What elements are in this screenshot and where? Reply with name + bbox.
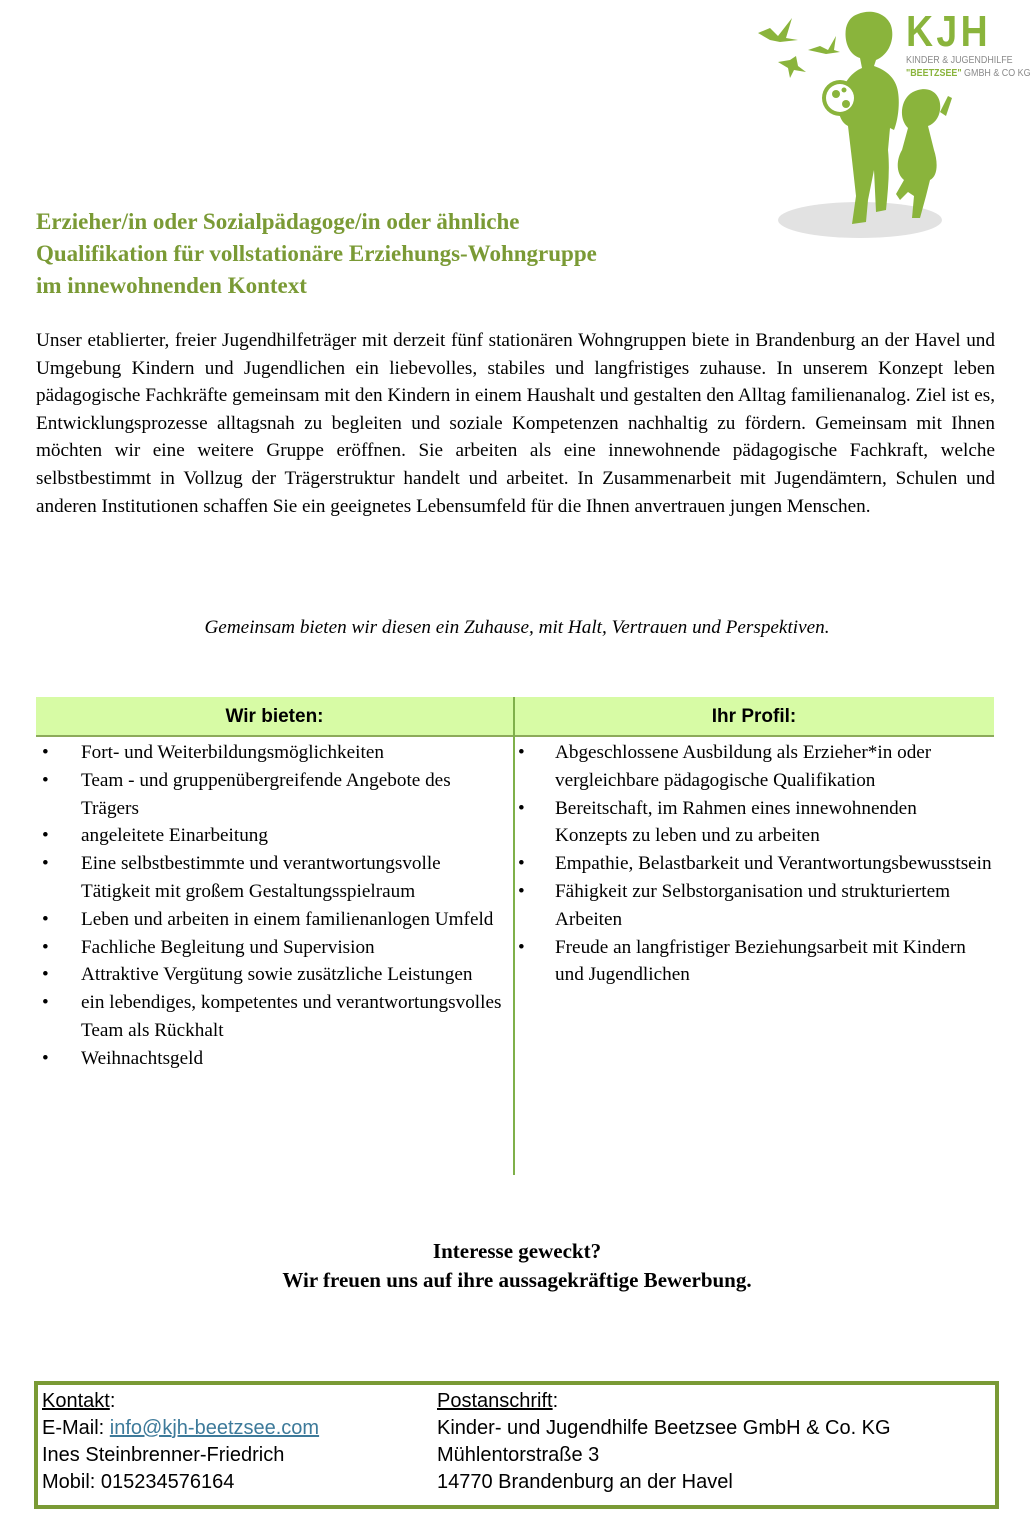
contact-heading: Kontakt: — [42, 1390, 116, 1412]
contact-email-row: E-Mail: info@kjh-beetzsee.com — [42, 1417, 320, 1439]
contact-column — [42, 1388, 319, 1496]
profile-item: • Abgeschlossene Ausbildung als Erzieher*in oder vergleichbare pädagogische Qualifikation — [514, 739, 992, 795]
address-street: Mühlentorstraße 3 — [437, 1444, 600, 1466]
offer-profile-table — [36, 697, 994, 1175]
profile-heading: Ihr Profil: — [514, 697, 994, 737]
girl-figure — [896, 89, 940, 218]
address-city: 14770 Brandenburg an der Havel — [437, 1471, 733, 1493]
offer-item: • Leben und arbeiten in einem familienanlogen Umfeld — [36, 906, 506, 934]
logo-subtitle-2 — [906, 67, 1031, 79]
profile-list — [514, 739, 992, 989]
bullet-icon: • — [518, 742, 525, 763]
offer-item: • angeleitete Einarbeitung — [36, 822, 506, 850]
bullet-icon: • — [42, 936, 49, 958]
offer-item: • ein lebendiges, kompetentes und verantwortungsvolles Team als Rückhalt — [36, 989, 506, 1045]
address-column — [437, 1388, 891, 1496]
job-title-line: im innewohnenden Kontext — [36, 273, 307, 298]
profile-item: • Empathie, Belastbarkeit und Verantwortungsbewusstsein — [514, 850, 992, 878]
offer-item: • Team - und gruppenübergreifende Angebote des Trägers — [36, 767, 506, 823]
bullet-icon: • — [42, 742, 49, 763]
bullet-icon: • — [518, 936, 525, 958]
bullet-icon: • — [42, 853, 49, 875]
job-title — [36, 206, 756, 302]
offer-item: • Attraktive Vergütung sowie zusätzliche Leistungen — [36, 961, 506, 989]
profile-item: • Bereitschaft, im Rahmen eines innewohnenden Konzepts zu leben und zu arbeiten — [514, 795, 992, 851]
boy-figure — [838, 12, 898, 224]
closing-call-to-action — [0, 1237, 1034, 1295]
bullet-icon: • — [518, 853, 525, 875]
logo-beetzsee: "BEETZSEE" — [906, 67, 962, 79]
offer-item: • Fort- und Weiterbildungsmöglichkeiten — [36, 739, 506, 767]
bullet-icon: • — [42, 1047, 49, 1069]
closing-line-2: Wir freuen uns auf ihre aussagekräftige Bewerbung. — [282, 1268, 752, 1292]
job-title-line: Erzieher/in oder Sozialpädagoge/in oder ähnliche — [36, 209, 520, 234]
offer-item: • Weihnachtsgeld — [36, 1045, 506, 1073]
bullet-icon: • — [42, 908, 49, 930]
bullet-icon: • — [518, 880, 525, 902]
offer-item: • Eine selbstbestimmte und verantwortungsvolle Tätigkeit mit großem Gestaltungsspielraum — [36, 850, 506, 906]
offer-heading: Wir bieten: — [36, 697, 513, 737]
intro-paragraph: Unser etablierter, freier Jugendhilfeträger mit derzeit fünf stationären Wohngruppen biete in Brandenburg an der Havel und Umgebung Kindern und Jugendlichen ein liebevolles, stabiles und langfristiges zuhause. In unserem Konzept leben pädagogische Fachkräfte gemeinsam mit den Kindern in einem Haushalt und gestalten den Alltag familienanalog. Ziel ist es, Entwicklungsprozesse alltagsnah zu begleiten und soziale Kompetenzen nachhaltig zu fördern. Gemeinsam mit Ihnen möchten wir eine weitere Gruppe eröffnen. Sie arbeiten als eine innewohnende pädagogische Fachkraft, welche selbstbestimmt in Vollzug der Trägerstruktur handelt und arbeitet. In Zusammenarbeit mit Jugendämtern, Schulen und anderen Institutionen schaffen Sie ein geeignetes Lebensumfeld für die Ihnen anvertrauen jungen Menschen. — [36, 330, 995, 517]
profile-item: • Freude an langfristiger Beziehungsarbeit mit Kindern und Jugendlichen — [514, 934, 992, 990]
profile-item: • Fähigkeit zur Selbstorganisation und strukturiertem Arbeiten — [514, 878, 992, 934]
contact-mobile: Mobil: 015234576164 — [42, 1471, 235, 1493]
bullet-icon: • — [42, 992, 49, 1014]
address-company: Kinder- und Jugendhilfe Beetzsee GmbH & Co. KG — [437, 1417, 891, 1439]
logo-letters: KJH — [906, 7, 992, 56]
contact-name: Ines Steinbrenner-Friedrich — [42, 1444, 285, 1466]
bullet-icon: • — [42, 825, 49, 847]
closing-line-1: Interesse geweckt? — [432, 1239, 602, 1263]
logo-gmbh: GMBH & CO KG — [961, 67, 1031, 79]
offer-list — [36, 739, 506, 1073]
contact-box — [34, 1381, 999, 1509]
bullet-icon: • — [42, 769, 49, 791]
email-link[interactable]: info@kjh-beetzsee.com — [109, 1417, 320, 1439]
bird-icon — [758, 18, 798, 42]
address-heading: Postanschrift: — [437, 1390, 559, 1412]
logo-subtitle-1: KINDER & JUGENDHILFE — [906, 54, 1013, 66]
job-title-line: Qualifikation für vollstationäre Erziehungs-Wohngruppe — [36, 241, 597, 266]
bird-icon — [808, 36, 840, 54]
offer-item: • Fachliche Begleitung und Supervision — [36, 934, 506, 962]
motto: Gemeinsam bieten wir diesen ein Zuhause, mit Halt, Vertrauen und Perspektiven. — [204, 617, 830, 638]
bullet-icon: • — [42, 964, 49, 986]
bullet-icon: • — [518, 797, 525, 819]
bird-icon — [778, 56, 806, 78]
